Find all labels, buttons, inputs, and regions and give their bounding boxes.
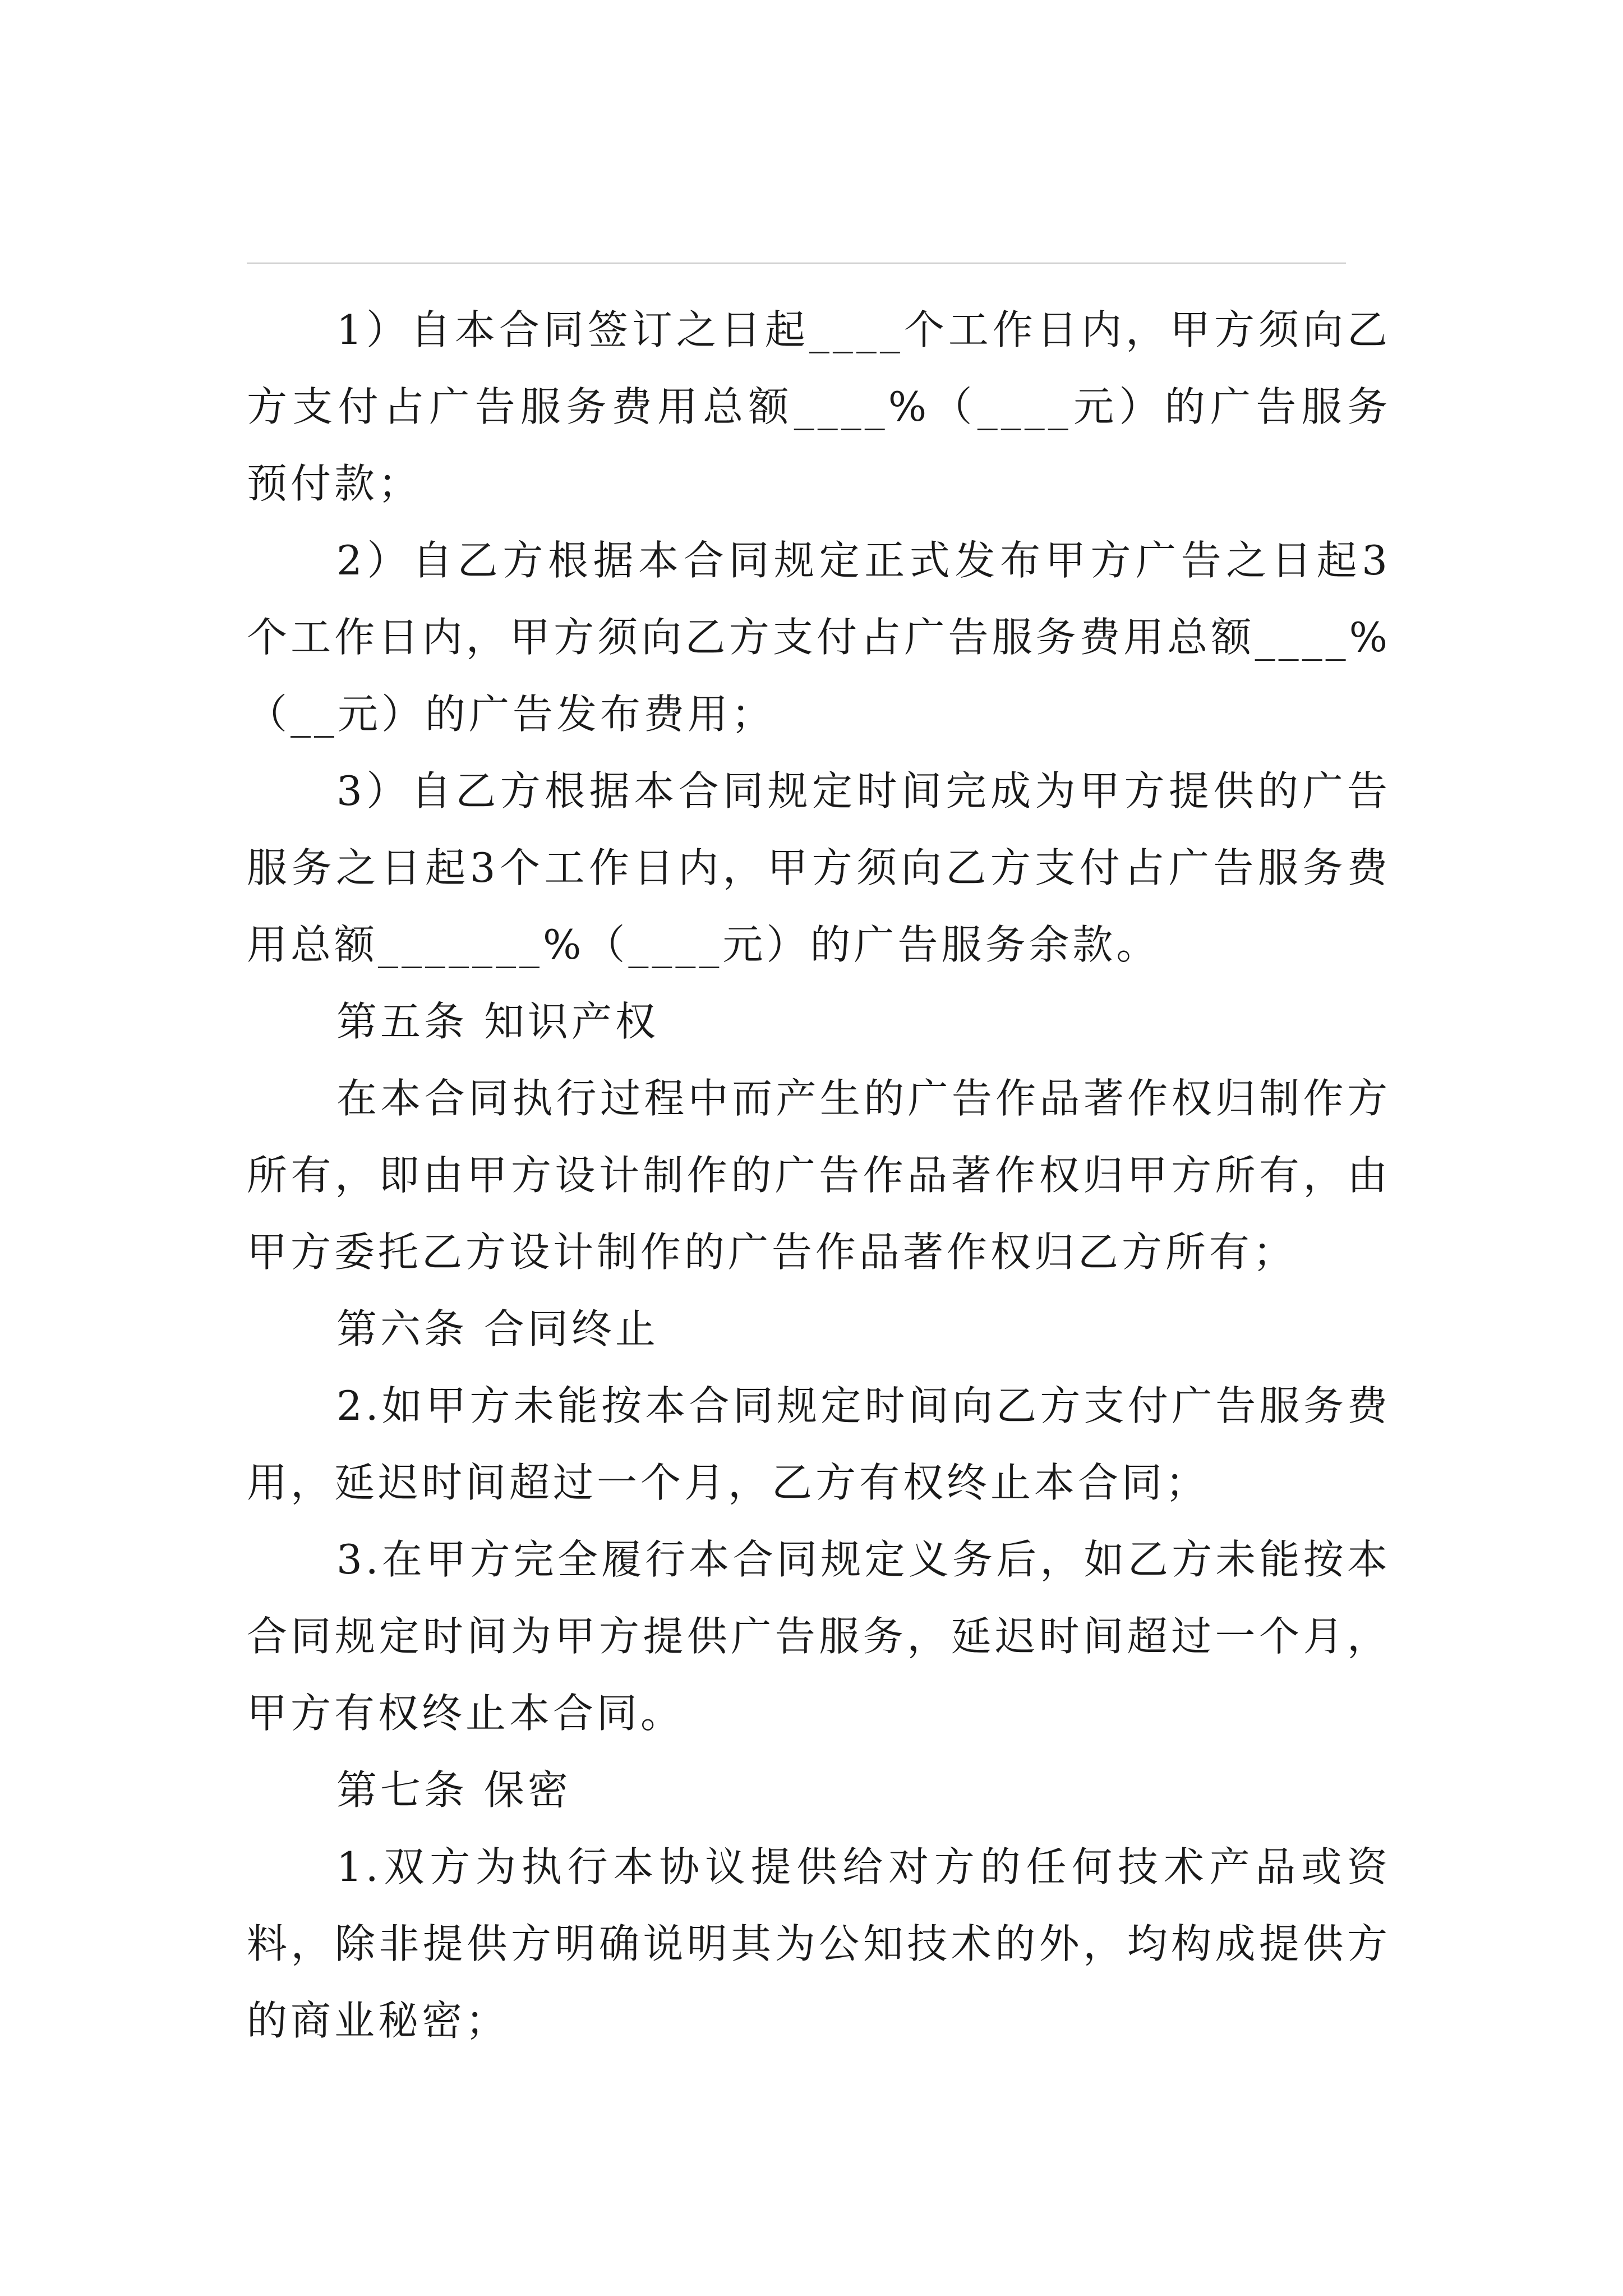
header-rule xyxy=(247,263,1346,264)
payment-clause-3: 3）自乙方根据本合同规定时间完成为甲方提供的广告服务之日起3个工作日内，甲方须向乙方支付占广告服务费用总额_______%（____元）的广告服务余款。 xyxy=(247,767,1391,968)
payment-clause-1: 1）自本合同签订之日起____个工作日内，甲方须向乙方支付占广告服务费用总额____%（____元）的广告服务预付款； xyxy=(247,306,1391,507)
article-6-item-3: 3.在甲方完全履行本合同规定义务后，如乙方未能按本合同规定时间为甲方提供广告服务，延迟时间超过一个月，甲方有权终止本合同。 xyxy=(247,1536,1391,1737)
article-7-item-1: 1.双方为执行本协议提供给对方的任何技术产品或资料，除非提供方明确说明其为公知技术的外，均构成提供方的商业秘密； xyxy=(247,1843,1391,2044)
article-7-heading: 第七条 保密 xyxy=(336,1766,571,1814)
article-6-heading: 第六条 合同终止 xyxy=(336,1305,659,1352)
payment-clause-2: 2）自乙方根据本合同规定正式发布甲方广告之日起3个工作日内，甲方须向乙方支付占广告服务费用总额____%（__元）的广告发布费用； xyxy=(247,537,1391,738)
article-5-heading: 第五条 知识产权 xyxy=(336,998,659,1045)
article-6-item-2: 2.如甲方未能按本合同规定时间向乙方支付广告服务费用，延迟时间超过一个月，乙方有权终止本合同； xyxy=(247,1382,1391,1506)
article-5-text: 在本合同执行过程中而产生的广告作品著作权归制作方所有，即由甲方设计制作的广告作品著作权归甲方所有，由甲方委托乙方设计制作的广告作品著作权归乙方所有； xyxy=(247,1075,1391,1276)
document-body xyxy=(247,292,1391,2059)
